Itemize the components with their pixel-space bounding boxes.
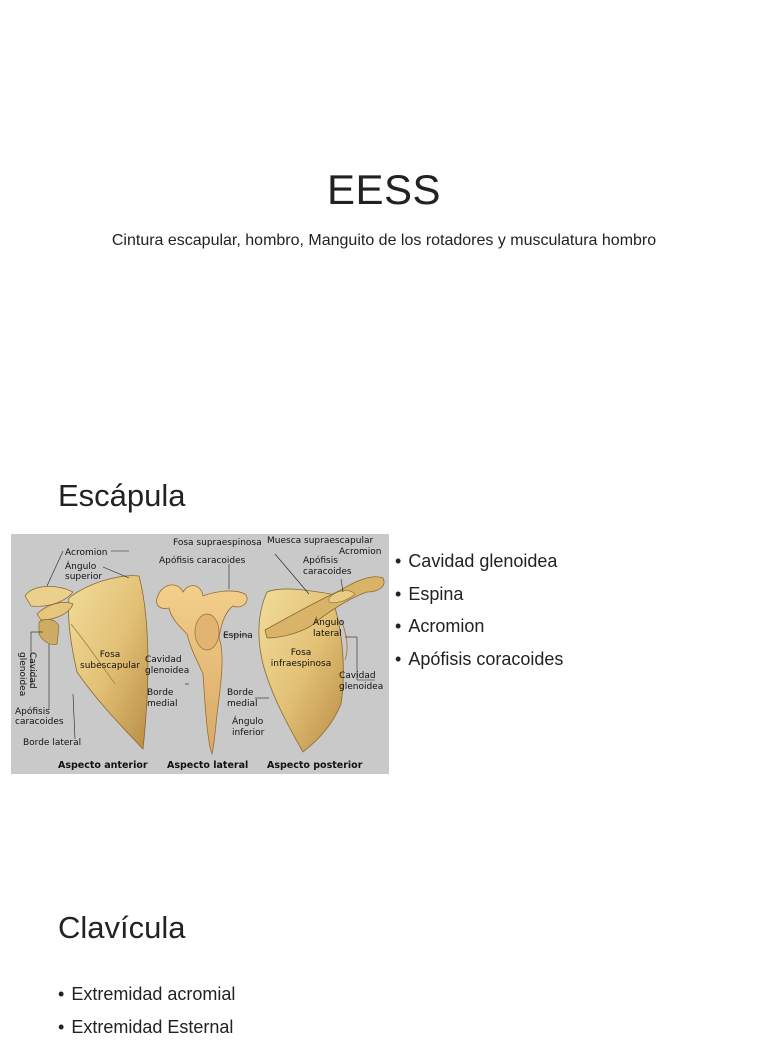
label-borde-medial-lateral-2: medial [147,699,178,709]
label-borde-medial-posterior-1: Borde [227,688,253,698]
caption-aspecto-anterior: Aspecto anterior [58,760,148,771]
label-cavidad-glenoidea-vertical-2: glenoidea [17,652,27,696]
list-item: • Espina [395,578,563,611]
label-angulo-superior-2: superior [65,572,102,582]
label-muesca-supraescapular: Muesca supraescapular [267,536,373,546]
slide-title-heading: EESS [0,166,768,214]
label-fosa-subescapular-1: Fosa [75,650,145,660]
scapula-figure [11,534,389,774]
bullet-list [58,978,235,1043]
label-apofisis-caracoides-anterior-1: Apófisis [15,707,50,717]
label-cavidad-glenoidea-posterior-1: Cavidad [339,671,376,681]
label-angulo-lateral-1: Ángulo [313,618,344,628]
slide-subtitle: Cintura escapular, hombro, Manguito de los rotadores y musculatura hombro [110,230,658,251]
label-fosa-supraespinosa: Fosa supraespinosa [173,538,262,548]
caption-aspecto-posterior: Aspecto posterior [267,760,362,771]
list-item: • Apófisis coracoides [395,643,563,676]
label-angulo-inferior-2: inferior [232,728,264,738]
slide-clavicula [0,850,768,1024]
label-apofisis-caracoides-posterior-2: caracoides [303,567,352,577]
list-item: • Cavidad glenoidea [395,545,563,578]
label-angulo-superior-1: Ángulo [65,562,96,572]
list-item: • Extremidad Esternal [58,1011,235,1043]
label-angulo-lateral-2: lateral [313,629,342,639]
label-espina: Espina [223,631,253,641]
caption-aspecto-lateral: Aspecto lateral [167,760,248,771]
list-item: • Acromion [395,610,563,643]
slide-heading: Escápula [58,478,186,514]
label-fosa-subescapular-2: subescapular [75,661,145,671]
label-borde-lateral: Borde lateral [23,738,81,748]
list-item: • Extremidad acromial [58,978,235,1011]
label-borde-medial-posterior-2: medial [227,699,258,709]
label-borde-medial-lateral-1: Borde [147,688,173,698]
slide-title [0,0,768,430]
label-apofisis-caracoides-posterior-1: Apófisis [303,556,338,566]
label-fosa-infraespinosa-1: Fosa [263,648,339,658]
label-angulo-inferior-1: Ángulo [232,717,263,727]
label-acromion-posterior: Acromion [339,547,381,557]
label-cavidad-glenoidea-lateral-1: Cavidad [145,655,182,665]
label-apofisis-caracoides-lateral: Apófisis caracoides [159,556,245,566]
slide-escapula [0,430,768,850]
label-cavidad-glenoidea-lateral-2: glenoidea [145,666,189,676]
label-cavidad-glenoidea-posterior-2: glenoidea [339,682,383,692]
bullet-list [395,545,563,675]
label-fosa-infraespinosa-2: infraespinosa [263,659,339,669]
slide-heading: Clavícula [58,910,186,946]
label-acromion-anterior: Acromion [65,548,107,558]
label-cavidad-glenoidea-vertical-1: Cavidad [27,652,37,689]
label-apofisis-caracoides-anterior-2: caracoides [15,717,64,727]
